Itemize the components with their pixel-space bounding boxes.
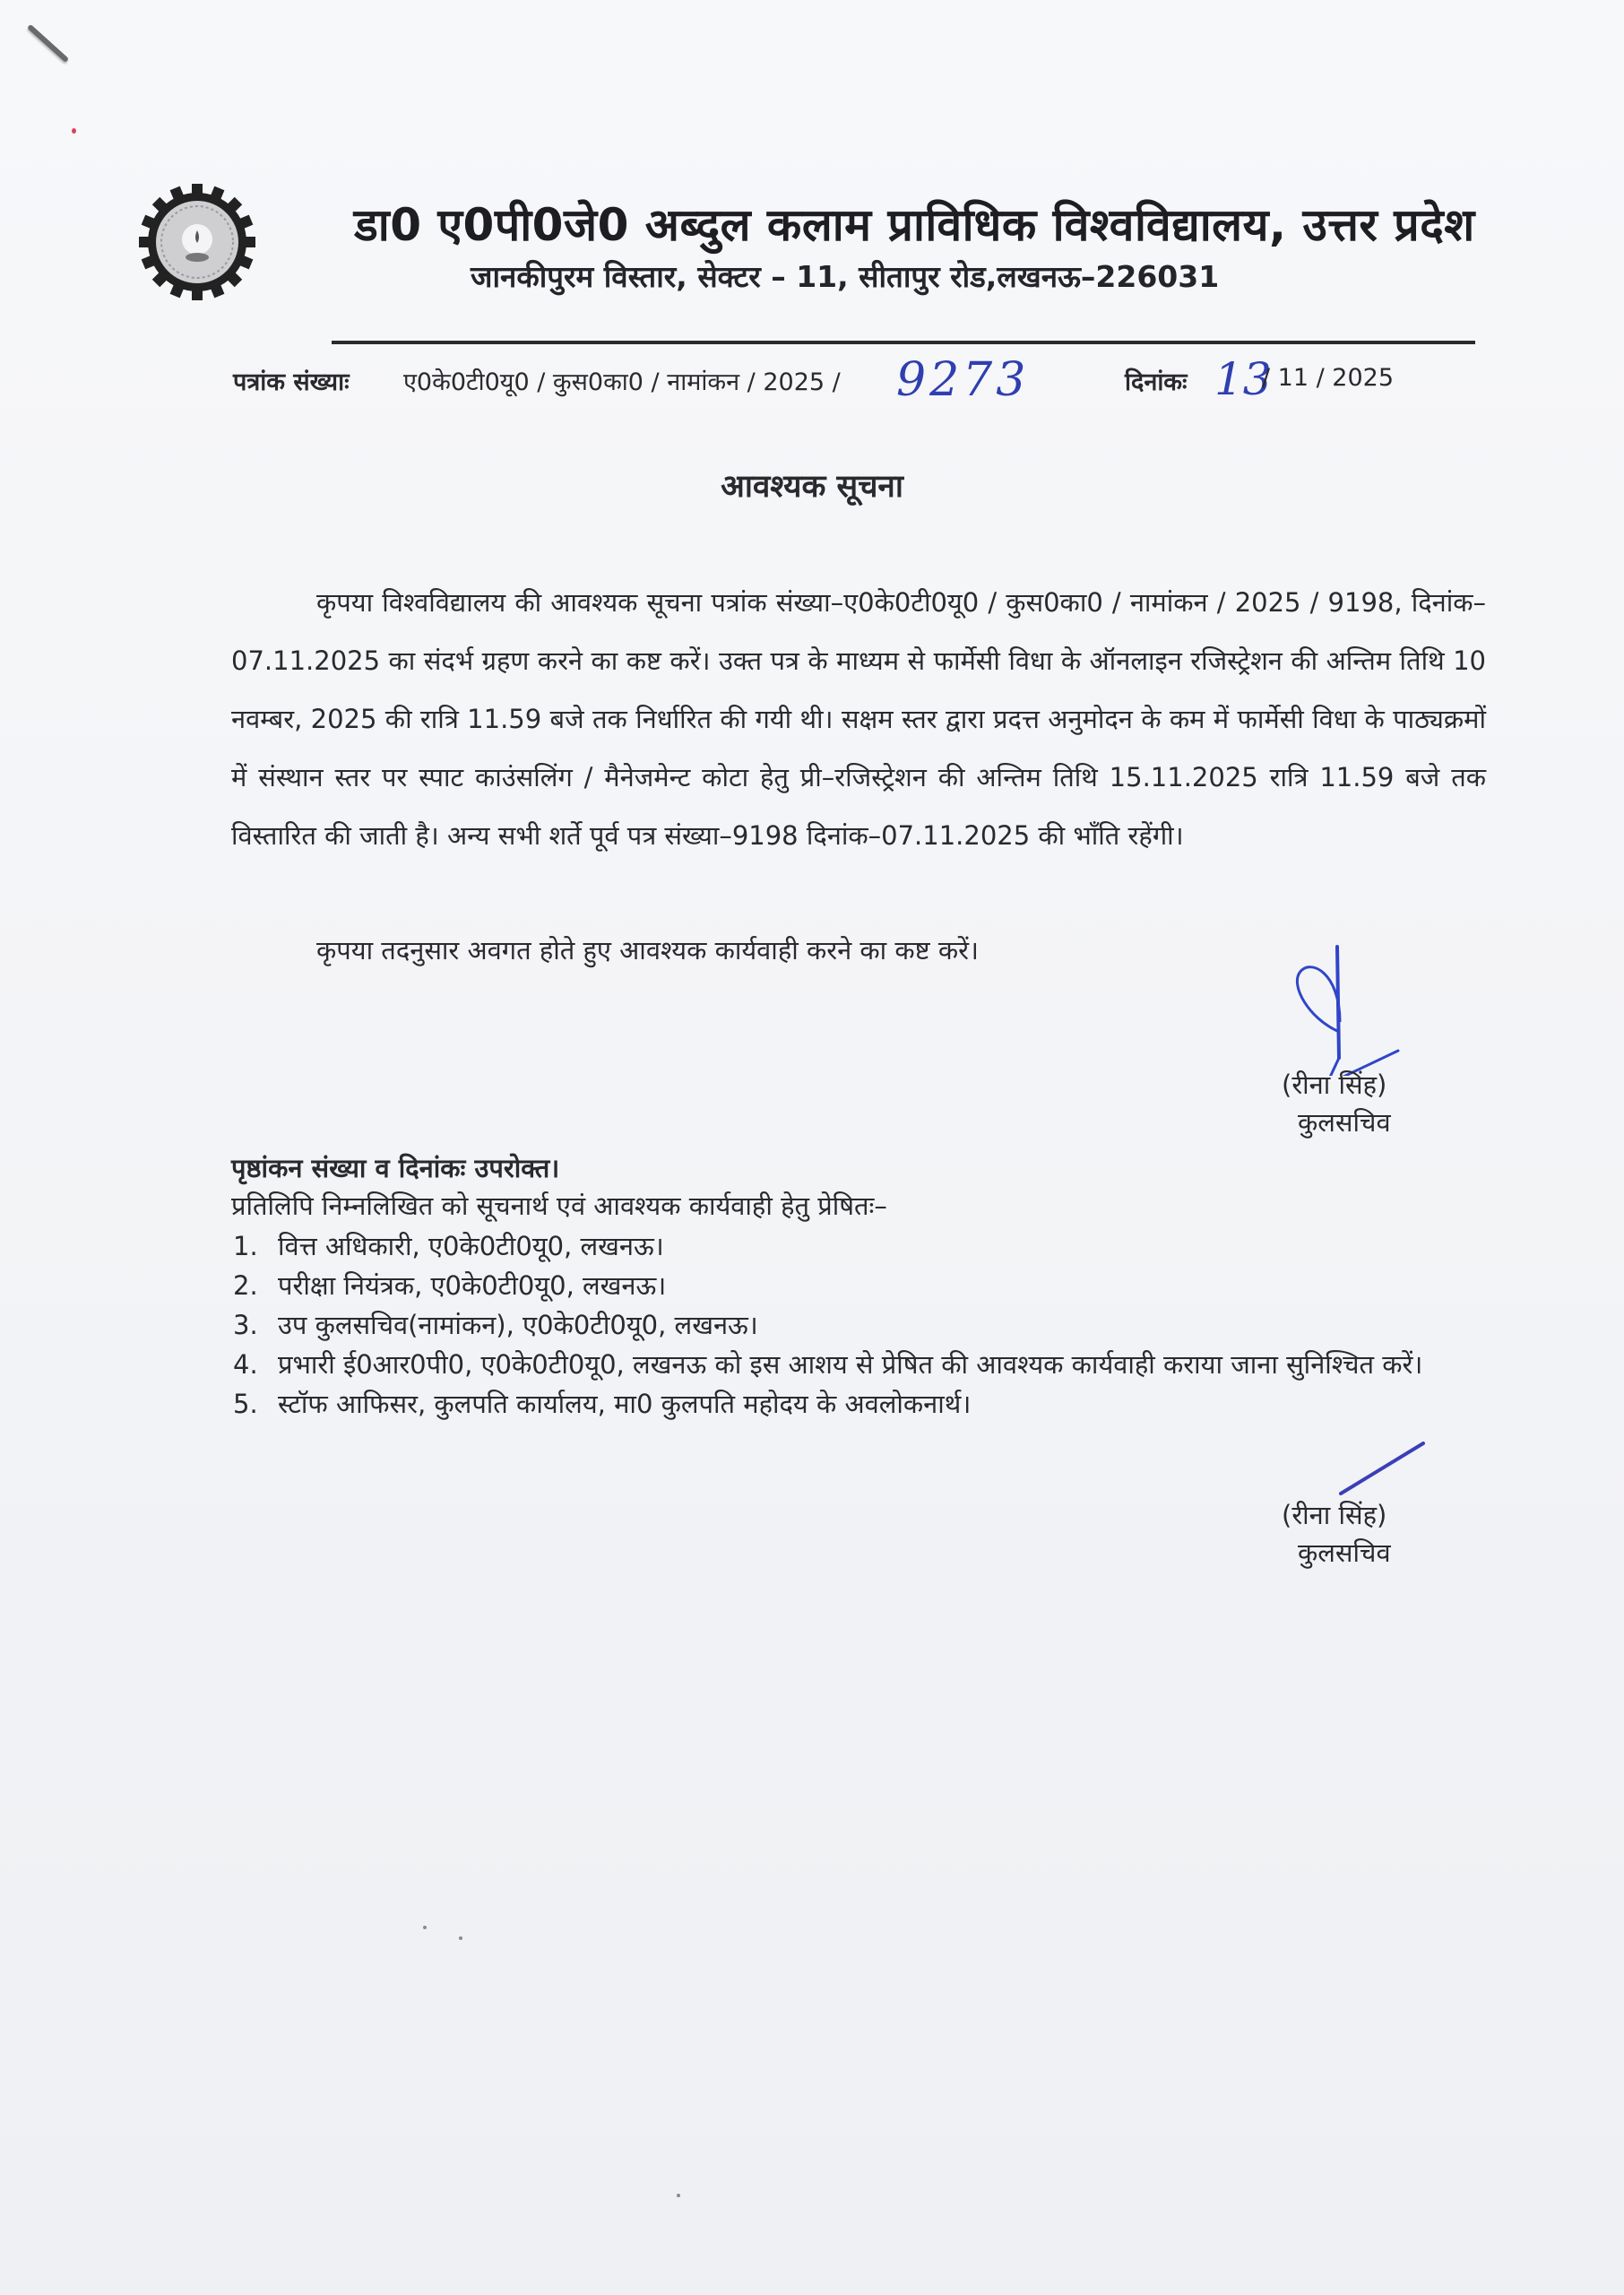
recipient-text: वित्त अधिकारी, ए0के0टी0यू0, लखनऊ। [278, 1231, 664, 1261]
reference-label: पत्रांक संख्याः [233, 368, 350, 396]
university-logo-icon [139, 184, 255, 300]
list-number: 1. [233, 1231, 258, 1261]
handwritten-signature-icon [1273, 932, 1452, 1076]
header-divider [332, 341, 1475, 344]
list-item [231, 1266, 1495, 1305]
recipient-text: परीक्षा नियंत्रक, ए0के0टी0यू0, लखनऊ। [278, 1270, 667, 1301]
signatory-designation: कुलसचिव [1298, 1107, 1391, 1138]
scan-speck [677, 2194, 680, 2197]
copy-recipient-list [231, 1226, 1495, 1424]
endorsement-heading: पृष्ठांकन संख्या व दिनांकः उपरोक्त। [231, 1153, 560, 1183]
date-month-year: / 11 / 2025 [1262, 364, 1395, 392]
list-item [231, 1384, 1495, 1424]
signatory-designation: कुलसचिव [1298, 1537, 1391, 1568]
institution-address: जानकीपुरम विस्तार, सेक्टर – 11, सीतापुर रोड,लखनऊ–226031 [471, 259, 1220, 294]
list-item [231, 1305, 1495, 1345]
signature-block-2 [1255, 1434, 1488, 1587]
list-number: 4. [233, 1349, 258, 1380]
scan-speck [459, 1936, 462, 1940]
handwritten-date-day: 13 [1214, 353, 1272, 405]
notice-title: आवश्यक सूचना [721, 469, 903, 505]
notice-request-paragraph: कृपया तदनुसार अवगत होते हुए आवश्यक कार्यवाही करने का कष्ट करें। [316, 935, 979, 966]
notice-body-paragraph: कृपया विश्वविद्यालय की आवश्यक सूचना पत्रांक संख्या–ए0के0टी0यू0 / कुस0का0 / नामांकन / 2025 / 9198, दिनांक–07.11.2025 का संदर्भ ग्रहण करने का कष्ट करें। उक्त पत्र के माध्यम से फार्मेसी विधा के ऑनलाइन रजिस्ट्रेशन की अन्तिम तिथि 10 नवम्बर, 2025 की रात्रि 11.59 बजे तक निर्धारित की गयी थी। सक्षम स्तर द्वारा प्रदत्त अनुमोदन के कम में फार्मेसी विधा के पाठ्यक्रमों में संस्थान स्तर पर स्पाट काउंसलिंग / मैनेजमेन्ट कोटा हेतु प्री–रजिस्ट्रेशन की अन्तिम तिथि 15.11.2025 रात्रि 11.59 बजे तक विस्तारित की जाती है। अन्य सभी शर्ते पूर्व पत्र संख्या–9198 दिनांक–07.11.2025 की भाँति रहेंगी। [231, 587, 1486, 851]
institution-name: डा0 ए0पी0जे0 अब्दुल कलाम प्राविधिक विश्वविद्यालय, उत्तर प्रदेश [354, 199, 1475, 251]
reference-line [233, 353, 1488, 412]
ink-speck [72, 128, 76, 134]
signatory-name: (रीना सिंह) [1282, 1500, 1387, 1530]
signature-block-1 [1255, 932, 1488, 1148]
recipient-text: स्टॉफ आफिसर, कुलपति कार्यालय, मा0 कुलपति महोदय के अवलोकनार्थ। [278, 1389, 972, 1419]
copy-to-intro: प्रतिलिपि निम्नलिखित को सूचनार्थ एवं आवश्यक कार्यवाही हेतु प्रेषितः– [231, 1191, 887, 1221]
signatory-name: (रीना सिंह) [1282, 1070, 1387, 1100]
list-item [231, 1226, 1495, 1266]
list-item [231, 1345, 1495, 1384]
recipient-text: प्रभारी ई0आर0पी0, ए0के0टी0यू0, लखनऊ को इस आशय से प्रेषित की आवश्यक कार्यवाही कराया जाना सुनिश्चित करें। [278, 1349, 1423, 1380]
staple-mark [27, 24, 69, 63]
initial-stroke-icon [1335, 1442, 1461, 1495]
recipient-text: उप कुलसचिव(नामांकन), ए0के0टी0यू0, लखनऊ। [278, 1310, 758, 1340]
reference-value: ए0के0टी0यू0 / कुस0का0 / नामांकन / 2025 / [403, 368, 841, 396]
list-number: 2. [233, 1270, 258, 1301]
handwritten-reference-number: 9273 [896, 353, 1030, 407]
list-number: 5. [233, 1389, 258, 1419]
date-label: दिनांकः [1125, 368, 1188, 396]
list-number: 3. [233, 1310, 258, 1340]
scan-speck [423, 1926, 427, 1929]
